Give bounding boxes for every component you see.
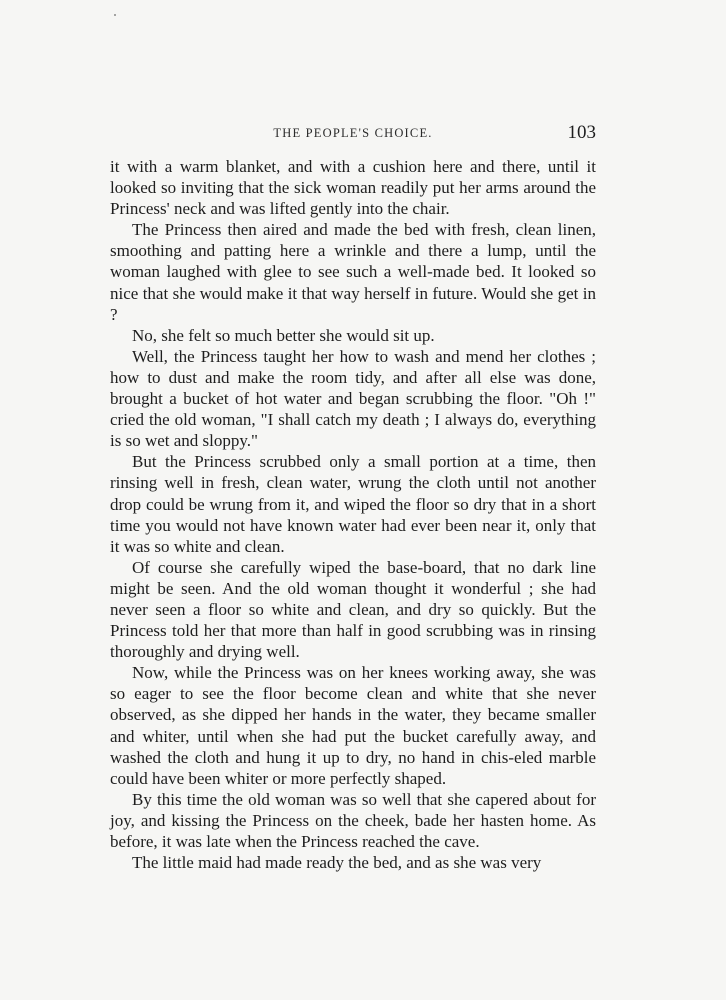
paragraph: The little maid had made ready the bed, and as she was very (132, 853, 542, 873)
paragraph: Now, while the Princess was on her knees working away, she was so eager to see the floor become clean and white that she never observed, as she dipped her hands in the water, they became smaller and whiter, until when she had put the bucket carefully away, and washed the cloth and hung it up to dry, no hand in chis-eled marble could have been whiter or more perfectly shaped. (110, 663, 596, 788)
running-title: THE PEOPLE'S CHOICE. (273, 126, 433, 140)
paragraph: Of course she carefully wiped the base-board, that no dark line might be seen. And the old woman thought it wonderful ; she had never seen a floor so white and clean, and dry so quickly. But the Princess told her that more than half in good scrubbing was in rinsing thoroughly and drying well. (110, 557, 596, 662)
paragraph: But the Princess scrubbed only a small portion at a time, then rinsing well in fresh, clean water, wrung the cloth until not another drop could be wrung from it, and wiped the floor so dry that in a short time you would not have known water had ever been near it, only that it was so white and clean. (110, 452, 596, 556)
paragraph: Well, the Princess taught her how to wash and mend her clothes ; how to dust and make the room tidy, and after all else was done, brought a bucket of hot water and began scrubbing the floor. "Oh !" cried the old woman, "I shall catch my death ; I always do, everything is so wet and sloppy." (110, 346, 596, 451)
body-text (110, 156, 596, 873)
page-number: 103 (567, 122, 596, 143)
paragraph: By this time the old woman was so well that she capered about for joy, and kissing the Princess on the cheek, bade her hasten home. As before, it was late when the Princess reached the cave. (110, 789, 596, 851)
paragraph-continuation: it with a warm blanket, and with a cushion here and there, until it looked so inviting that the sick woman readily put her arms around the Princess' neck and was lifted gently into the chair. (110, 157, 596, 219)
running-head (110, 122, 596, 146)
paper-speck (114, 14, 116, 16)
paragraph: No, she felt so much better she would sit up. (132, 325, 435, 345)
paragraph: The Princess then aired and made the bed with fresh, clean linen, smoothing and patting here a wrinkle and there a lump, until the woman laughed with glee to see such a well-made bed. It looked so nice that she would make it that way herself in future. Would she get in ? (110, 220, 596, 324)
